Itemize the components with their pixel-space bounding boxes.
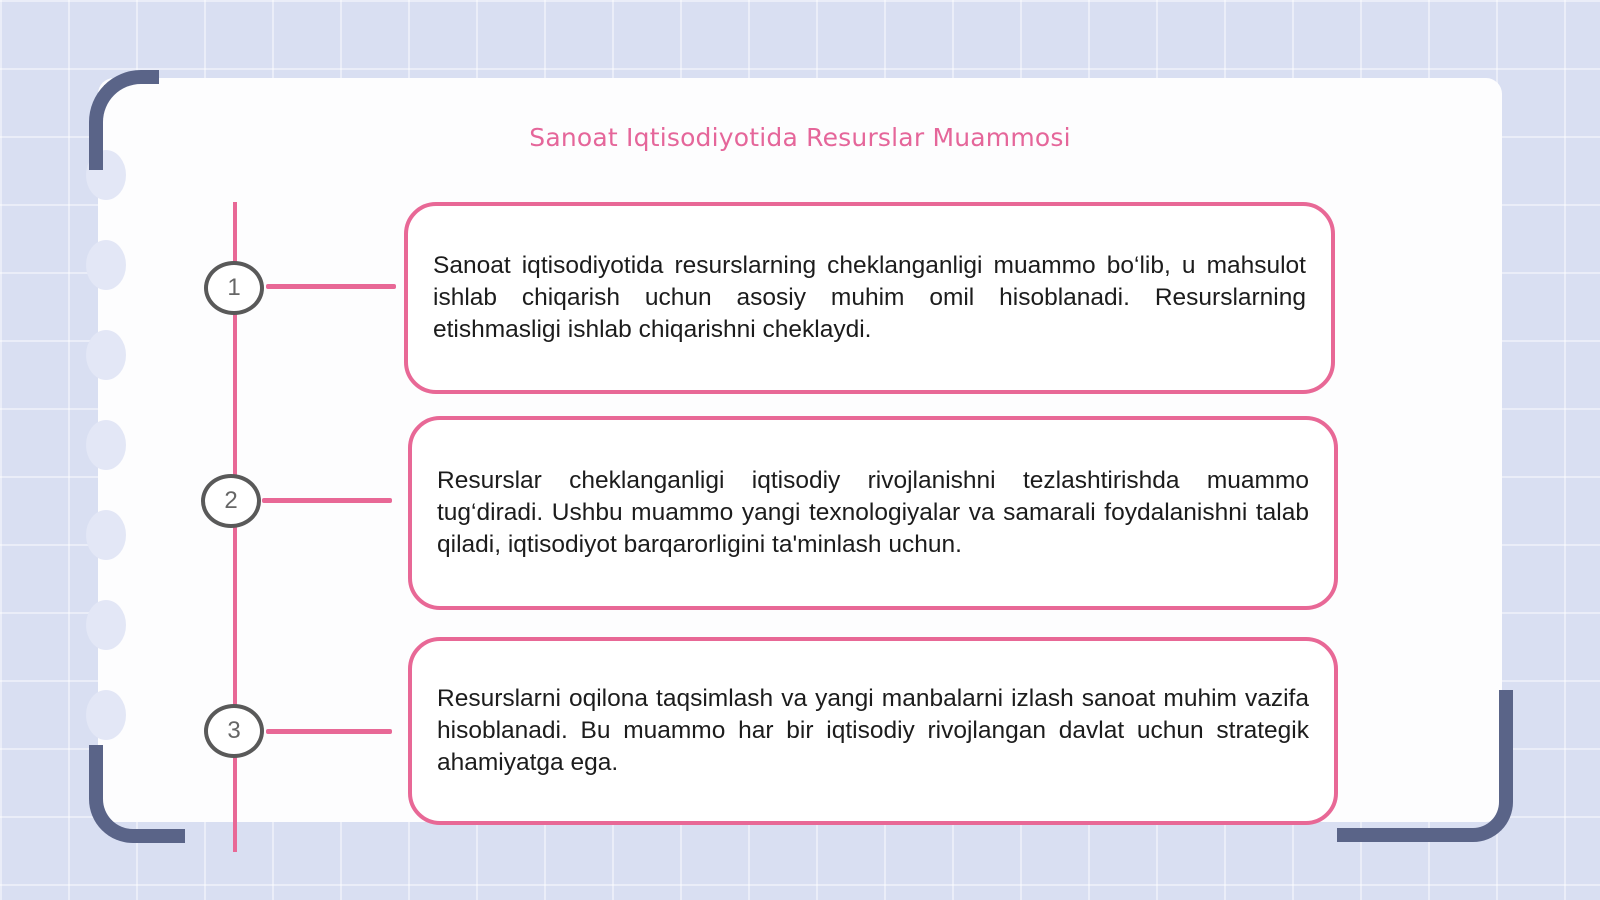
timeline-box-1 <box>404 202 1335 394</box>
step-number-badge: 2 <box>201 474 261 528</box>
slide-title: Sanoat Iqtisodiyotida Resurslar Muammosi <box>529 123 1071 152</box>
binder-hole <box>86 600 126 650</box>
binder-hole <box>86 420 126 470</box>
corner-bracket-bottom-left <box>89 745 185 843</box>
timeline-text: Sanoat iqtisodiyotida resurslarning cheklanganligi muammo bo‘lib, u mahsulot ishlab chiqarish uchun asosiy muhim omil hisoblanadi. Resurslarning etishmasligi ishlab chiqarishni cheklaydi. <box>433 252 1306 343</box>
timeline-box-2 <box>408 416 1338 610</box>
binder-hole <box>86 510 126 560</box>
timeline-text: Resurslar cheklanganligi iqtisodiy rivojlanishni tezlashtirishda muammo tug‘diradi. Ushbu muammo yangi texnologiyalar va samarali foydalanishni talab qiladi, iqtisodiyot barqarorligini ta'minlash uchun. <box>437 467 1309 558</box>
timeline-connector <box>266 284 396 289</box>
timeline-connector <box>262 498 392 503</box>
corner-bracket-bottom-right <box>1337 690 1513 842</box>
timeline-box-3 <box>408 637 1338 825</box>
binder-hole <box>86 240 126 290</box>
binder-hole <box>86 330 126 380</box>
binder-hole <box>86 690 126 740</box>
step-number-badge: 1 <box>204 261 264 315</box>
timeline-text: Resurslarni oqilona taqsimlash va yangi manbalarni izlash sanoat muhim vazifa hisoblanadi. Bu muammo har bir iqtisodiy rivojlangan davlat uchun strategik ahamiyatga ega. <box>437 685 1309 776</box>
step-number-badge: 3 <box>204 704 264 758</box>
timeline-connector <box>266 729 392 734</box>
